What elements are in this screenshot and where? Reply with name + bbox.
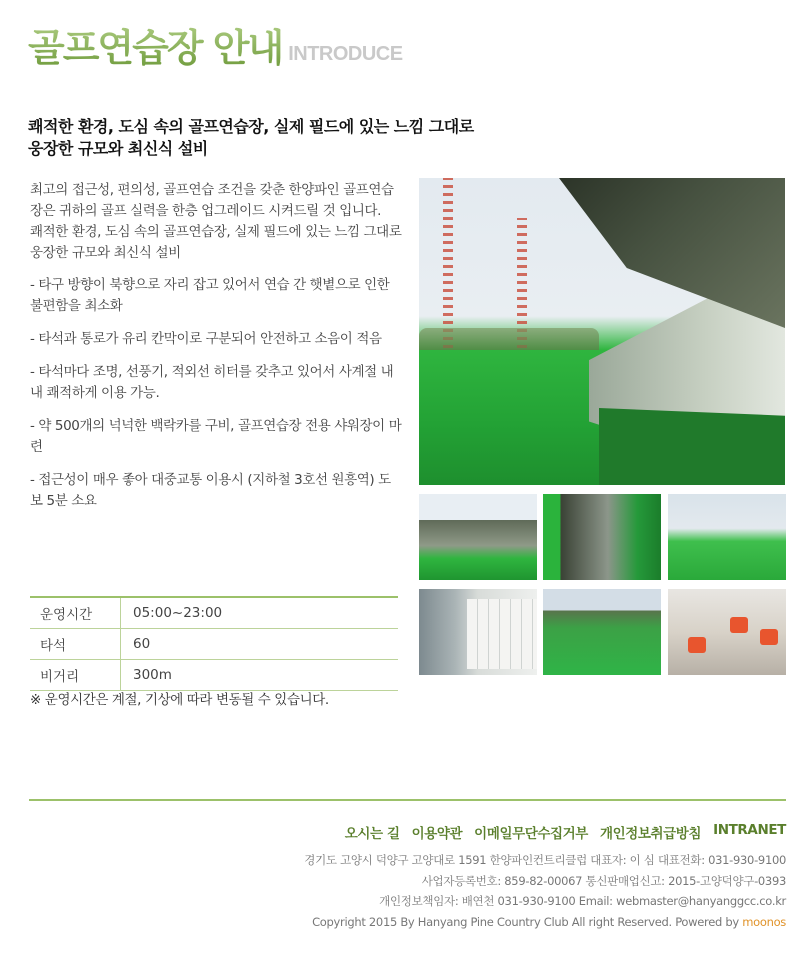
info-label: 타석 (30, 629, 121, 660)
footer-divider (29, 799, 786, 801)
intro-text-2: 쾌적한 환경, 도심 속의 골프연습장, 실제 필드에 있는 느낌 그대로 웅장한 규모와 최신식 설비 (30, 224, 402, 261)
chair-image (760, 629, 778, 645)
footer-company-info (304, 850, 786, 932)
main-range-photo (419, 178, 785, 485)
tree-line-image (419, 328, 599, 350)
table-row (30, 629, 398, 660)
footer-link-directions[interactable]: 오시는 길 (344, 826, 400, 842)
chair-image (688, 637, 706, 653)
footer-privacy-contact: 개인정보책임자: 배연천 031-930-9100 Email: webmaster@hanyanggcc.co.kr (379, 894, 786, 908)
page-title-en: INTRODUCE (288, 43, 403, 65)
thumbnail-photo[interactable] (543, 494, 661, 580)
footer-registration: 사업자등록번호: 859-82-00067 통신판매업신고: 2015-고양덕양구-0393 (421, 873, 786, 888)
footer-link-email-policy[interactable]: 이메일무단수집거부 (474, 826, 588, 842)
copyright-text: Copyright 2015 By Hanyang Pine Country Club All right Reserved. Powered by (312, 914, 743, 929)
info-label: 운영시간 (30, 597, 121, 629)
description (30, 180, 402, 524)
info-value: 300m (121, 660, 399, 691)
hours-note: ※ 운영시간은 계절, 기상에 따라 변동될 수 있습니다. (30, 692, 329, 708)
info-value: 05:00~23:00 (121, 597, 399, 629)
headline (28, 116, 508, 160)
thumbnail-photo[interactable] (419, 589, 537, 675)
footer-link-intranet[interactable]: INTRANET (713, 822, 786, 838)
thumbnail-photo[interactable] (668, 589, 786, 675)
info-value: 60 (121, 629, 399, 660)
chair-image (730, 617, 748, 633)
footer-link-privacy[interactable]: 개인정보취급방침 (599, 826, 702, 842)
net-pole-image (443, 178, 453, 348)
intro-text-1: 최고의 접근성, 편의성, 골프연습 조건을 갖춘 한양파인 골프연습장은 귀하의 골프 실력을 한층 업그레이드 시켜드릴 것 입니다. (30, 182, 394, 219)
page-title: 골프연습장 안내 (28, 26, 283, 70)
locker-image (467, 599, 537, 669)
footer-address: 경기도 고양시 덕양구 고양대로 1591 한양파인컨트리클럽 대표자: 이 심 대표전화: 031-930-9100 (304, 853, 786, 867)
footer-copyright (304, 912, 786, 933)
headline-line-2: 웅장한 규모와 최신식 설비 (28, 139, 208, 158)
headline-line-1: 쾌적한 환경, 도심 속의 골프연습장, 실제 필드에 있는 느낌 그대로 (28, 117, 474, 136)
info-label: 비거리 (30, 660, 121, 691)
table-row (30, 660, 398, 691)
feature-item: - 타석마다 조명, 선풍기, 적외선 히터를 갖추고 있어서 사계절 내내 쾌적하게 이용 가능. (30, 364, 394, 401)
feature-item: - 타석과 통로가 유리 칸막이로 구분되어 안전하고 소음이 적음 (30, 331, 382, 347)
thumbnail-photo[interactable] (668, 494, 786, 580)
feature-item: - 약 500개의 넉넉한 백락카를 구비, 골프연습장 전용 샤워장이 마련 (30, 418, 402, 455)
feature-item: - 접근성이 매우 좋아 대중교통 이용시 (지하철 3호선 원흥역) 도보 5분 소요 (30, 472, 391, 509)
thumbnail-photo[interactable] (419, 494, 537, 580)
range-roof-image (559, 178, 785, 328)
powered-by-link[interactable]: moonos (742, 914, 786, 929)
tee-floor-image (599, 408, 785, 485)
footer-link-terms[interactable]: 이용약관 (411, 826, 463, 842)
thumbnail-photo[interactable] (543, 589, 661, 675)
footer-nav (345, 822, 786, 842)
feature-item: - 타구 방향이 북향으로 자리 잡고 있어서 연습 간 햇볕으로 인한 불편함을 최소화 (30, 277, 390, 314)
page-title-block (28, 26, 403, 70)
intro-paragraph (30, 180, 402, 264)
info-table (30, 596, 398, 691)
table-row (30, 597, 398, 629)
